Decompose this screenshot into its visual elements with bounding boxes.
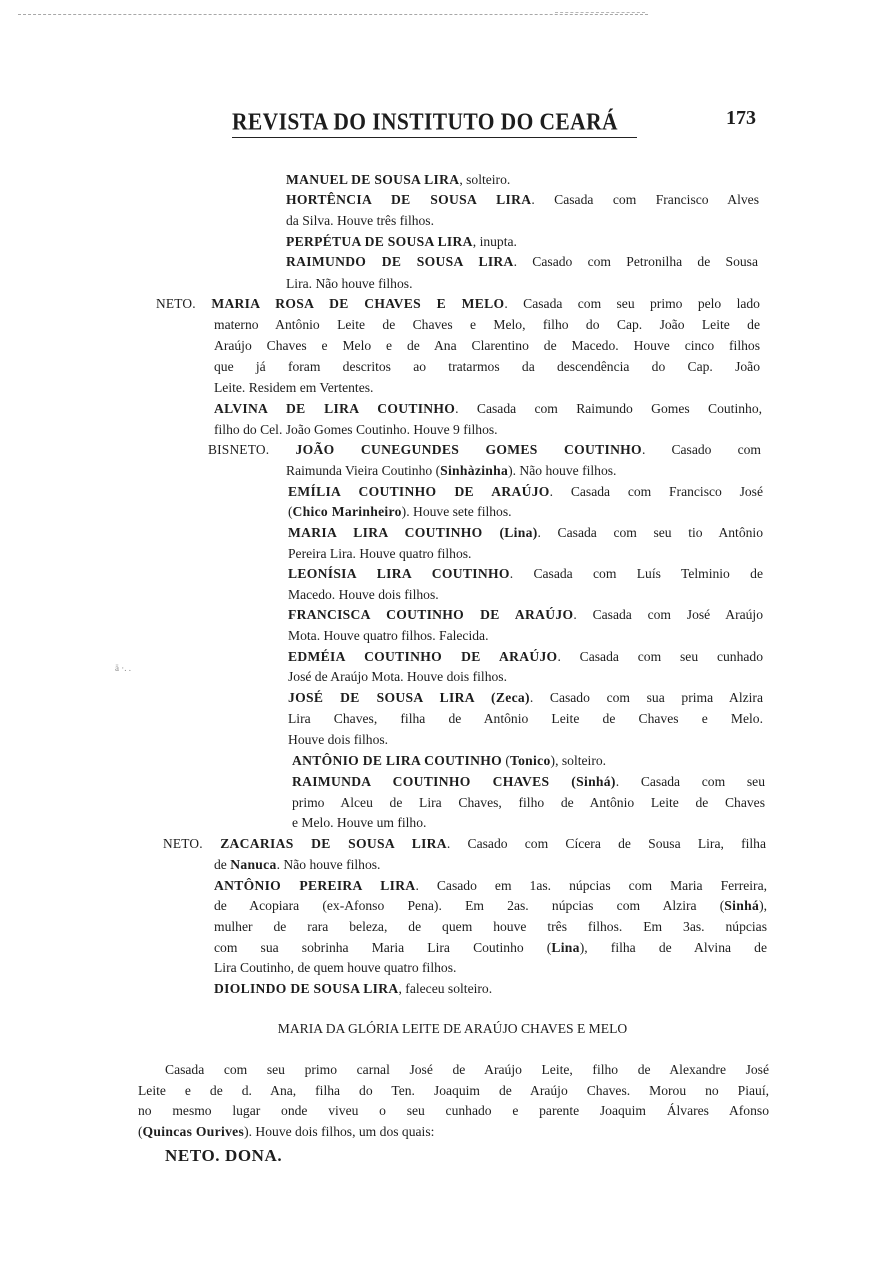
text-line <box>286 232 517 252</box>
text-run: . Casada com seu primo pelo lado <box>504 296 760 311</box>
text-run: ). Não houve filhos. <box>508 463 617 478</box>
text-run: com sua sobrinha Maria Lira Coutinho ( <box>214 940 552 955</box>
text-line <box>214 399 762 419</box>
generation-label: BISNETO. <box>208 442 296 457</box>
text-run: Mota. Houve quatro filhos. Falecida. <box>288 628 489 643</box>
text-line <box>288 688 763 708</box>
text-run: Casada com seu primo carnal José de Araújo Leite, filho de Alexandre José <box>165 1062 769 1077</box>
text-run: materno Antônio Leite de Chaves e Melo, filho do Cap. João Leite de <box>214 317 760 332</box>
text-line <box>138 1122 434 1142</box>
text-run: Houve dois filhos. <box>288 732 389 747</box>
text-run: . Casado com Petronilha de Sousa <box>513 254 758 269</box>
text-line <box>288 667 507 687</box>
text-line <box>288 544 471 564</box>
text-run: . Casado com Cícera de Sousa Lira, filha <box>446 836 767 851</box>
text-line <box>214 958 456 978</box>
text-line <box>288 523 763 543</box>
header-rule <box>232 137 637 138</box>
text-run: primo Alceu de Lira Chaves, filho de Antônio Leite de Chaves <box>292 795 765 810</box>
person-name: Quincas Ourives <box>142 1124 245 1139</box>
text-run: . Casada com Raimundo Gomes Coutinho, <box>455 401 763 416</box>
text-run: de Acopiara (ex-Afonso Pena). Em 2as. núpcias com Alzira ( <box>214 898 725 913</box>
text-line <box>288 482 763 502</box>
text-line <box>288 626 488 646</box>
person-name: Sinhàzinha <box>440 463 509 478</box>
text-run: que já foram descritos ao tratarmos da descendência do Cap. João <box>214 359 760 374</box>
person-name: EDMÉIA COUTINHO DE ARAÚJO <box>288 649 558 664</box>
text-line <box>214 876 767 896</box>
person-name: Lina <box>551 940 580 955</box>
text-line <box>286 252 758 272</box>
text-run: . Casada com Francisco Alves <box>531 192 759 207</box>
text-run: . Casado com sua prima Alzira <box>529 690 763 705</box>
person-name: RAIMUNDA COUTINHO CHAVES (Sinhá) <box>292 774 616 789</box>
text-run: Leite e de d. Ana, filha do Ten. Joaquim de Araújo Chaves. Morou no Piauí, <box>138 1083 769 1098</box>
text-line <box>156 294 760 314</box>
text-run: no mesmo lugar onde viveu o seu cunhado e parente Joaquim Álvares Afonso <box>138 1103 769 1118</box>
text-line <box>286 170 510 190</box>
text-line <box>288 730 388 750</box>
text-run: , faleceu solteiro. <box>398 981 493 996</box>
person-name: RAIMUNDO DE SOUSA LIRA <box>286 254 514 269</box>
text-run: NETO. DONA. <box>165 1146 283 1165</box>
text-line <box>288 585 439 605</box>
text-run: . Casada com seu tio Antônio <box>537 525 764 540</box>
text-run: José de Araújo Mota. Houve dois filhos. <box>288 669 507 684</box>
text-run: ). Houve sete filhos. <box>401 504 512 519</box>
text-line <box>138 1101 769 1121</box>
text-line <box>214 315 760 335</box>
person-name: Tonico <box>509 753 551 768</box>
text-line <box>286 461 616 481</box>
text-line <box>286 211 434 231</box>
text-run: ( <box>138 1124 143 1139</box>
text-line <box>214 855 380 875</box>
person-name: Sinhá <box>724 898 760 913</box>
closing-entry <box>165 1143 282 1169</box>
generation-label: NETO. <box>163 836 221 851</box>
text-run: ), solteiro. <box>550 753 607 768</box>
text-line <box>288 605 763 625</box>
text-run: . Casado em 1as. núpcias com Maria Ferreira, <box>415 878 767 893</box>
text-run: Leite. Residem em Vertentes. <box>214 380 374 395</box>
text-run: e Melo. Houve um filho. <box>292 815 427 830</box>
person-name: DIOLINDO DE SOUSA LIRA <box>214 981 399 996</box>
scan-dashed-rule-short <box>555 12 645 13</box>
person-name: PERPÉTUA DE SOUSA LIRA <box>286 234 473 249</box>
person-name: FRANCISCA COUTINHO DE ARAÚJO <box>288 607 574 622</box>
text-run: Raimunda Vieira Coutinho ( <box>286 463 441 478</box>
person-name: MARIA LIRA COUTINHO (Lina) <box>288 525 538 540</box>
stray-scan-mark: ä ·. . <box>115 663 131 673</box>
generation-label: NETO. <box>156 296 212 311</box>
text-run: , solteiro. <box>459 172 511 187</box>
text-line <box>292 772 765 792</box>
text-line <box>214 979 492 999</box>
text-line <box>292 813 426 833</box>
text-run: Araújo Chaves e Melo e de Ana Clarentino de Macedo. Houve cinco filhos <box>214 338 760 353</box>
text-line <box>288 647 763 667</box>
text-run: filho do Cel. João Gomes Coutinho. Houve 9 filhos. <box>214 422 498 437</box>
text-run: ), filha de Alvina de <box>579 940 768 955</box>
page-number: 173 <box>726 107 756 129</box>
text-line <box>163 834 766 854</box>
text-line <box>288 564 763 584</box>
text-line <box>214 357 760 377</box>
person-name: ANTÔNIO DE LIRA COUTINHO <box>292 753 503 768</box>
person-name: JOÃO CUNEGUNDES GOMES COUTINHO <box>295 442 642 457</box>
text-run: de <box>214 857 231 872</box>
person-name: Nanuca <box>230 857 277 872</box>
text-line <box>214 420 498 440</box>
text-run: ). Houve dois filhos, um dos quais: <box>244 1124 435 1139</box>
text-run: . Não houve filhos. <box>276 857 381 872</box>
text-line <box>292 793 765 813</box>
text-run: . Casada com José Araújo <box>573 607 763 622</box>
text-line <box>214 938 767 958</box>
text-line <box>214 336 760 356</box>
text-line <box>286 190 759 210</box>
journal-title: REVISTA DO INSTITUTO DO CEARÁ <box>232 108 618 135</box>
text-run: mulher de rara beleza, de quem houve três filhos. Em 3as. núpcias <box>214 919 767 934</box>
text-line <box>286 274 412 294</box>
text-run: ( <box>502 753 510 768</box>
text-line <box>165 1060 769 1080</box>
person-name: JOSÉ DE SOUSA LIRA (Zeca) <box>288 690 530 705</box>
person-name: EMÍLIA COUTINHO DE ARAÚJO <box>288 484 550 499</box>
text-run: da Silva. Houve três filhos. <box>286 213 434 228</box>
text-run: . Casada com Francisco José <box>549 484 763 499</box>
person-name: ANTÔNIO PEREIRA LIRA <box>214 878 416 893</box>
text-run: Lira Coutinho, de quem houve quatro filhos. <box>214 960 457 975</box>
text-run: . Casada com Luís Telminio de <box>509 566 763 581</box>
text-run: . Casado com <box>641 442 761 457</box>
text-line <box>288 709 763 729</box>
text-run: . Casada com seu <box>615 774 765 789</box>
text-run: Macedo. Houve dois filhos. <box>288 587 439 602</box>
text-line <box>208 440 761 460</box>
text-line <box>288 502 512 522</box>
section-heading <box>228 1019 677 1039</box>
text-run: , inupta. <box>472 234 517 249</box>
person-name: LEONÍSIA LIRA COUTINHO <box>288 566 510 581</box>
text-line <box>214 378 373 398</box>
running-header <box>232 108 762 142</box>
person-name: HORTÊNCIA DE SOUSA LIRA <box>286 192 532 207</box>
text-run: Lira. Não houve filhos. <box>286 276 413 291</box>
text-line <box>214 917 767 937</box>
text-line <box>292 751 606 771</box>
person-name: ALVINA DE LIRA COUTINHO <box>214 401 456 416</box>
text-run: Lira Chaves, filha de Antônio Leite de Chaves e Melo. <box>288 711 763 726</box>
text-run: MARIA DA GLÓRIA LEITE DE ARAÚJO CHAVES E MELO <box>277 1021 628 1036</box>
text-run: Pereira Lira. Houve quatro filhos. <box>288 546 472 561</box>
text-run: ( <box>288 504 293 519</box>
text-line <box>138 1081 769 1101</box>
text-run: ), <box>759 898 767 913</box>
person-name: Chico Marinheiro <box>292 504 402 519</box>
person-name: MARIA ROSA DE CHAVES E MELO <box>211 296 505 311</box>
person-name: MANUEL DE SOUSA LIRA <box>286 172 460 187</box>
person-name: ZACARIAS DE SOUSA LIRA <box>220 836 447 851</box>
scan-dashed-rule <box>18 14 648 15</box>
text-line <box>214 896 767 916</box>
text-run: . Casada com seu cunhado <box>557 649 763 664</box>
